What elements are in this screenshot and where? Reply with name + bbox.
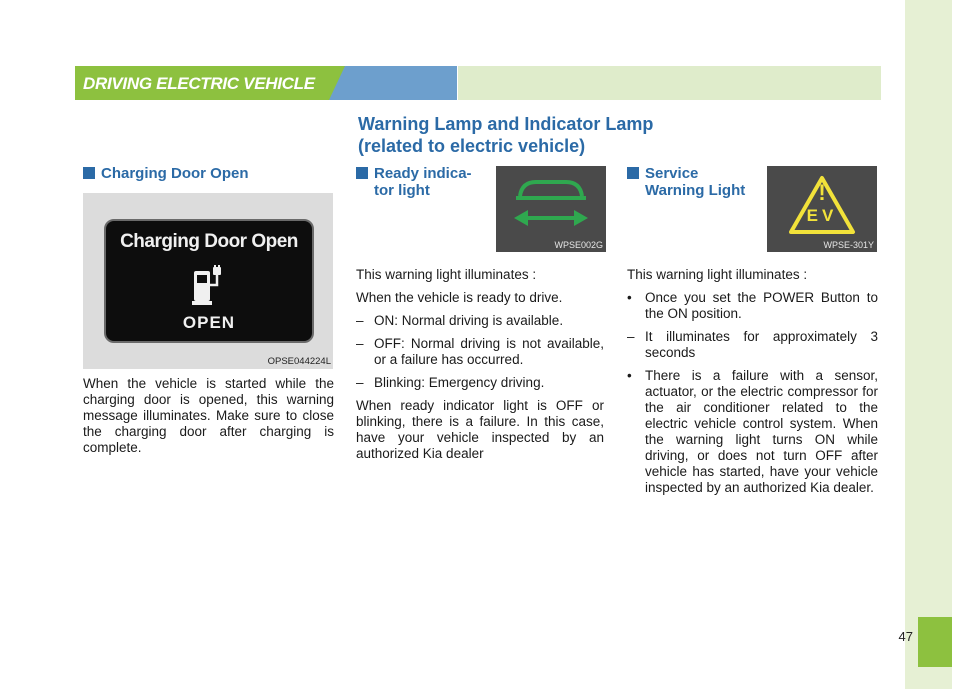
cluster-display [104, 219, 314, 343]
ready-item-text: ON: Normal driving is available. [374, 313, 564, 328]
service-heading-line1: Service [645, 165, 699, 182]
title-line1: Warning Lamp and Indicator Lamp [358, 114, 654, 134]
ready-item-on: – ON: Normal driving is available. [356, 313, 564, 328]
ready-indicator-body [356, 267, 604, 469]
section-title: DRIVING ELECTRIC VEHICLE [83, 74, 315, 93]
charging-door-body: When the vehicle is started while the charging door is opened, this warning message illuminates. Make sure to close the charging door after charging is complete. [83, 376, 334, 455]
service-heading-line2: Warning Light [645, 182, 746, 199]
display-message: Charging Door Open [120, 231, 298, 252]
figure-code: WPSE-301Y [823, 240, 874, 250]
service-warning-lamp-figure [767, 166, 877, 252]
service-item-text: There is a failure with a sensor, actuator, or the electric compressor for the air conditioner related to the electric vehicle control system. When the warning light turns ON while driving, or does not turn OFF after vehicle has started, have your vehicle inspected by an authorized Kia dealer. [645, 368, 878, 495]
warning-exclamation: ! [818, 180, 826, 205]
display-status: OPEN [182, 313, 236, 332]
section-header-band [75, 66, 881, 100]
ready-heading-line2: tor light [374, 182, 430, 199]
charging-door-heading [83, 165, 249, 182]
ready-intro: This warning light illuminates : [356, 267, 537, 282]
service-item-failure [627, 368, 878, 496]
bullet-marker: – [627, 329, 635, 344]
ready-item-text: Blinking: Emergency driving. [374, 375, 545, 390]
figure-code: WPSE002G [554, 240, 603, 250]
service-item-duration [627, 329, 878, 361]
figure-code: OPSE044224L [267, 356, 331, 367]
header-light-block [458, 66, 881, 100]
ready-indicator-heading [356, 165, 472, 199]
service-item-text: It illuminates for approximately 3 seconds [645, 329, 878, 360]
title-line2: (related to electric vehicle) [358, 136, 586, 156]
side-strip [905, 0, 952, 689]
ready-indicator-lamp-figure [496, 166, 606, 252]
service-item-text: Once you set the POWER Button to the ON position. [645, 290, 878, 321]
ready-car-arrows-icon [506, 174, 596, 236]
service-intro: This warning light illuminates : [627, 267, 808, 282]
ready-paragraph-2: When ready indicator light is OFF or blinking, there is a failure. In this case, have your vehicle inspected by an authorized Kia dealer [356, 398, 604, 461]
heading-square-icon [356, 167, 368, 179]
header-blue-block [329, 66, 457, 100]
ready-paragraph-1: When the vehicle is ready to drive. [356, 290, 563, 305]
heading-square-icon [627, 167, 639, 179]
ready-item-blinking: – Blinking: Emergency driving. [356, 375, 545, 390]
charging-door-heading-text: Charging Door Open [101, 165, 249, 182]
charging-door-figure [83, 193, 333, 369]
bullet-marker: • [627, 368, 632, 383]
ready-item-text: OFF: Normal driving is not available, or a failure has occurred. [374, 336, 604, 367]
fuel-pump-plug-icon [190, 265, 230, 309]
service-warning-heading [627, 165, 745, 199]
ready-heading-line1: Ready indica- [374, 165, 472, 182]
heading-square-icon [83, 167, 95, 179]
page-number: 47 [898, 629, 913, 644]
page-tab [918, 617, 952, 667]
page-title [358, 113, 678, 157]
service-item-power [627, 290, 878, 322]
service-warning-body [627, 267, 878, 503]
ready-item-off: – OFF: Normal driving is not available, or a failure has occurred. [356, 336, 604, 367]
warning-ev-text: EV [806, 206, 838, 225]
bullet-marker: • [627, 290, 632, 305]
